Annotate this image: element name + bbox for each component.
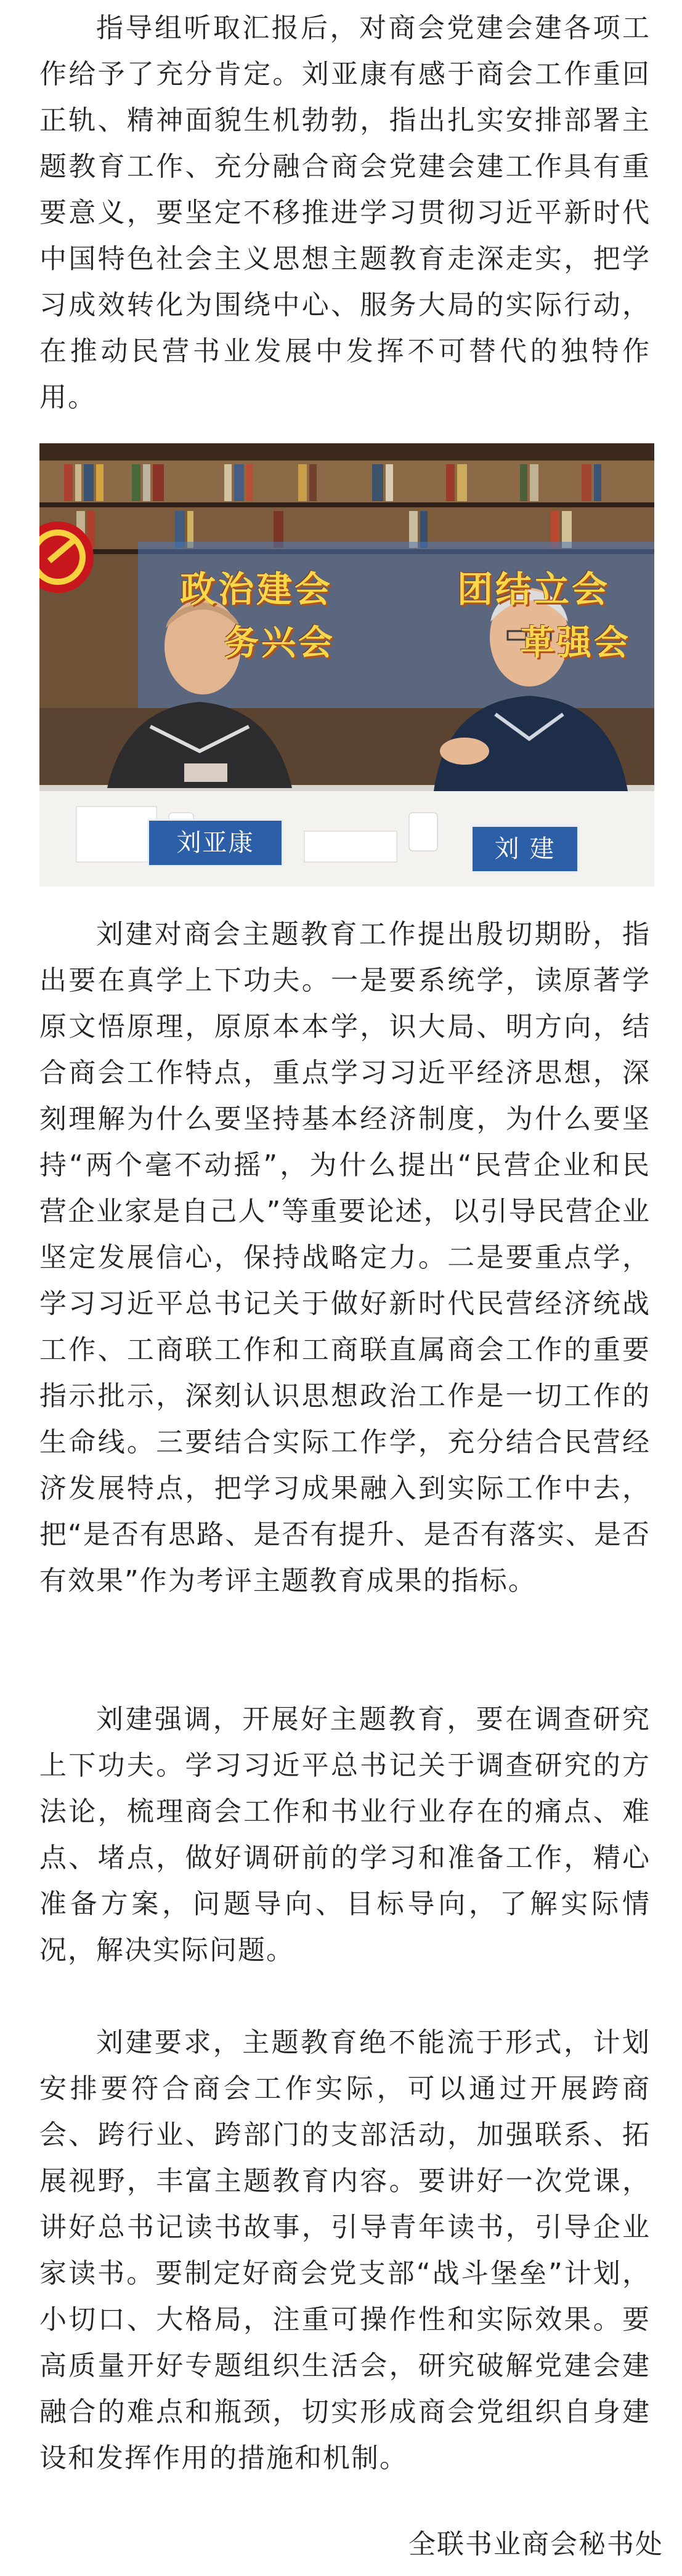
meeting-photo xyxy=(39,443,654,887)
paragraph-3: 刘建强调，开展好主题教育，要在调查研究上下功夫。学习习近平总书记关于调查研究的方法论，梳理商会工作和书业行业存在的痛点、难点、堵点，做好调研前的学习和准备工作，精心准备方案，问题导向、目标导向，了解实际情况，解决实际问题。 xyxy=(39,1704,651,1966)
paragraph-2: 刘建对商会主题教育工作提出殷切期盼，指出要在真学上下功夫。一是要系统学，读原著学原文悟原理，原原本本学，识大局、明方向，结合商会工作特点，重点学习习近平经济思想，深刻理解为什么要坚持基本经济制度，为什么要坚持“两个毫不动摇”，为什么提出“民营企业和民营企业家是自己人”等重要论述，以引导民营企业坚定发展信心，保持战略定力。二是要重点学，学习习近平总书记关于做好新时代民营经济统战工作、工商联工作和工商联直属商会工作的重要指示批示，深刻认识思想政治工作是一切工作的生命线。三要结合实际工作学，充分结合民营经济发展特点，把学习成果融入到实际工作中去，把“是否有思路、是否有提升、是否有落实、是否有效果”作为考评主题教育成果的指标。 xyxy=(39,919,651,1596)
signature: 全联书业商会秘书处 xyxy=(408,2529,664,2560)
nameplate-left: 刘亚康 xyxy=(147,819,283,867)
papers xyxy=(304,831,397,862)
notebook xyxy=(76,807,156,862)
backdrop-line-4: 革强会 xyxy=(520,623,631,663)
cup-right xyxy=(409,813,437,851)
meeting-scene xyxy=(39,443,654,887)
paragraph-1: 指导组听取汇报后，对商会党建会建各项工作给予了充分肯定。刘亚康有感于商会工作重回正轨、精神面貌生机勃勃，指出扎实安排部署主题教育工作、充分融合商会党建会建工作具有重要意义，要坚定不移推进学习贯彻习近平新时代中国特色社会主义思想主题教育走深走实，把学习成效转化为围绕中心、服务大局的实际行动，在推动民营书业发展中发挥不可替代的独特作用。 xyxy=(39,12,651,413)
nameplate-right: 刘 建 xyxy=(471,825,579,873)
backdrop-line-2: 团结立会 xyxy=(457,568,611,610)
paragraph-4: 刘建要求，主题教育绝不能流于形式，计划安排要符合商会工作实际，可以通过开展跨商会、跨行业、跨部门的支部活动，加强联系、拓展视野，丰富主题教育内容。要讲好一次党课，讲好总书记读书故事，引导青年读书，引导企业家读书。要制定好商会党支部“战斗堡垒”计划，小切口、大格局，注重可操作性和实际效果。要高质量开好专题组织生活会，研究破解党建会建融合的难点和瓶颈，切实形成商会党组织自身建设和发挥作用的措施和机制。 xyxy=(39,2027,651,2474)
backdrop-line-3: 务兴会 xyxy=(224,623,335,663)
backdrop-line-1: 政治建会 xyxy=(180,568,333,610)
